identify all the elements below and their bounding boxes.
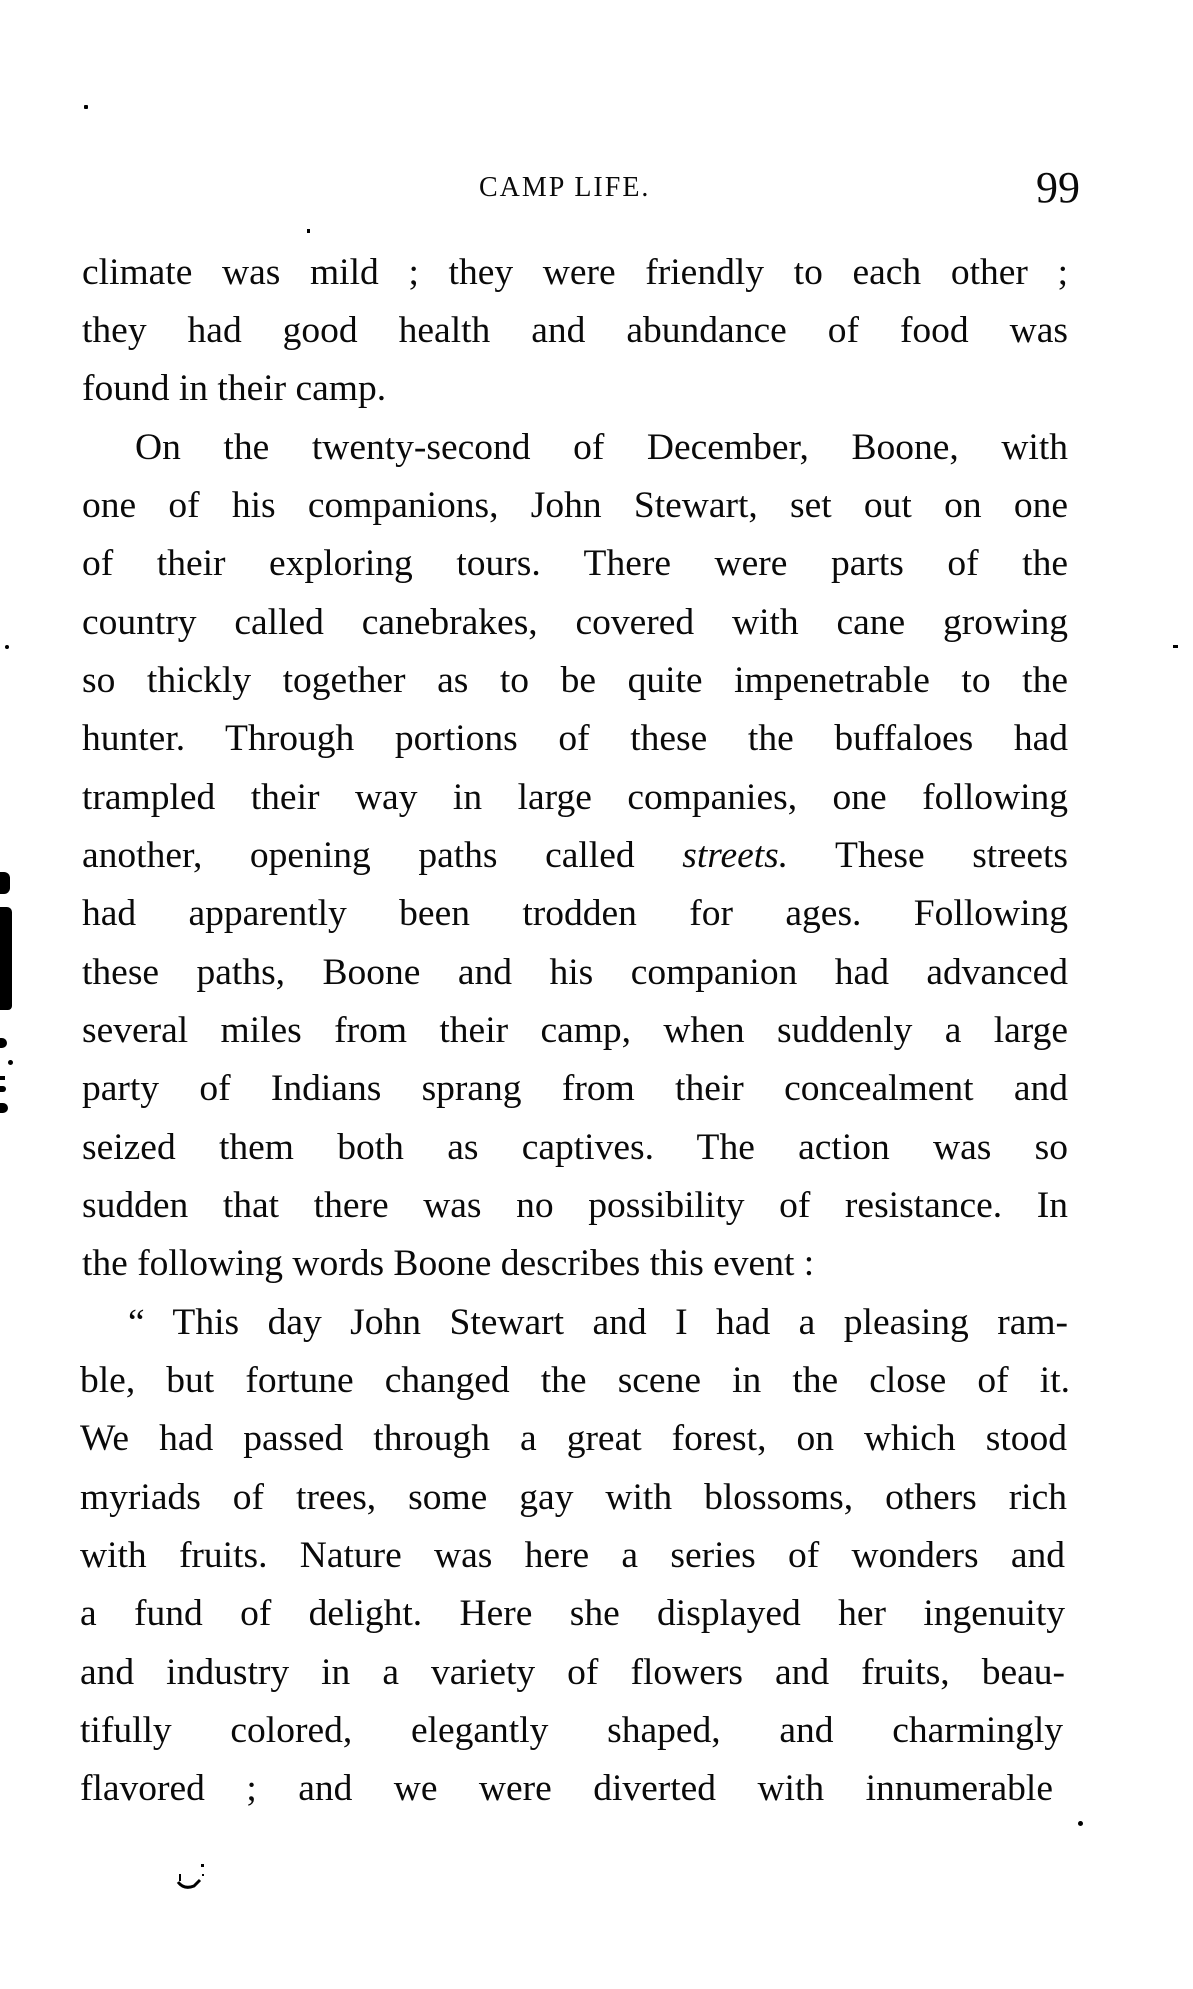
- scan-curl-mark: [174, 1862, 210, 1896]
- text-line: with fruits. Nature was here a series of wonders and: [80, 1535, 1065, 1576]
- text-line: trampled their way in large companies, one following: [82, 777, 1068, 818]
- text-line: seized them both as captives. The action was so: [82, 1127, 1068, 1168]
- page-number: 99: [1036, 163, 1080, 212]
- scan-speck: [307, 229, 310, 233]
- scan-speck: [1173, 645, 1178, 648]
- text-line: they had good health and abundance of food was: [82, 310, 1068, 351]
- binding-speck: [0, 1038, 7, 1048]
- text-line: ble, but fortune changed the scene in the close of it.: [80, 1360, 1070, 1401]
- text-line: several miles from their camp, when suddenly a large: [82, 1010, 1068, 1051]
- text-line: We had passed through a great forest, on which stood: [80, 1418, 1067, 1459]
- binding-speck: [0, 1103, 8, 1113]
- text-line: one of his companions, John Stewart, set out on one: [82, 485, 1068, 526]
- text-line: of their exploring tours. There were parts of the: [82, 543, 1068, 584]
- binding-shadow: [0, 872, 10, 894]
- text-line-with-italic: [82, 831, 1068, 881]
- text-line: climate was mild ; they were friendly to each other ;: [82, 252, 1068, 293]
- running-head-title: CAMP LIFE.: [479, 172, 651, 203]
- binding-speck: [0, 1076, 5, 1080]
- text-line: these paths, Boone and his companion had advanced: [82, 952, 1068, 993]
- scan-speck: [1078, 1821, 1083, 1826]
- text-segment: another, opening paths called: [82, 835, 683, 876]
- text-line: sudden that there was no possibility of resistance. In: [82, 1185, 1068, 1226]
- text-segment: These streets: [788, 835, 1068, 876]
- quotation-start-line: “ This day John Stewart and I had a pleasing ram-: [128, 1302, 1068, 1343]
- text-line: tifully colored, elegantly shaped, and charmingly: [80, 1710, 1063, 1751]
- text-line: the following words Boone describes this event :: [82, 1243, 815, 1284]
- scan-speck: [5, 645, 9, 649]
- binding-speck: [8, 1060, 13, 1065]
- binding-speck: [0, 1086, 6, 1092]
- text-line: party of Indians sprang from their concealment and: [82, 1068, 1068, 1109]
- text-line: a fund of delight. Here she displayed her ingenuity: [80, 1593, 1065, 1634]
- text-line: and industry in a variety of flowers and fruits, beau-: [80, 1652, 1065, 1693]
- scan-speck: [84, 105, 88, 109]
- text-line: found in their camp.: [82, 368, 387, 409]
- binding-shadow: [0, 907, 12, 1010]
- text-line: so thickly together as to be quite impenetrable to the: [82, 660, 1068, 701]
- text-line: hunter. Through portions of these the buffaloes had: [82, 718, 1068, 759]
- italic-term: streets.: [682, 835, 789, 876]
- paragraph-start-line: On the twenty-second of December, Boone, with: [135, 427, 1068, 468]
- text-line: myriads of trees, some gay with blossoms, others rich: [80, 1477, 1067, 1518]
- text-line: had apparently been trodden for ages. Following: [82, 893, 1068, 934]
- text-line: flavored ; and we were diverted with innumerable: [80, 1768, 1053, 1809]
- text-line: country called canebrakes, covered with cane growing: [82, 602, 1068, 643]
